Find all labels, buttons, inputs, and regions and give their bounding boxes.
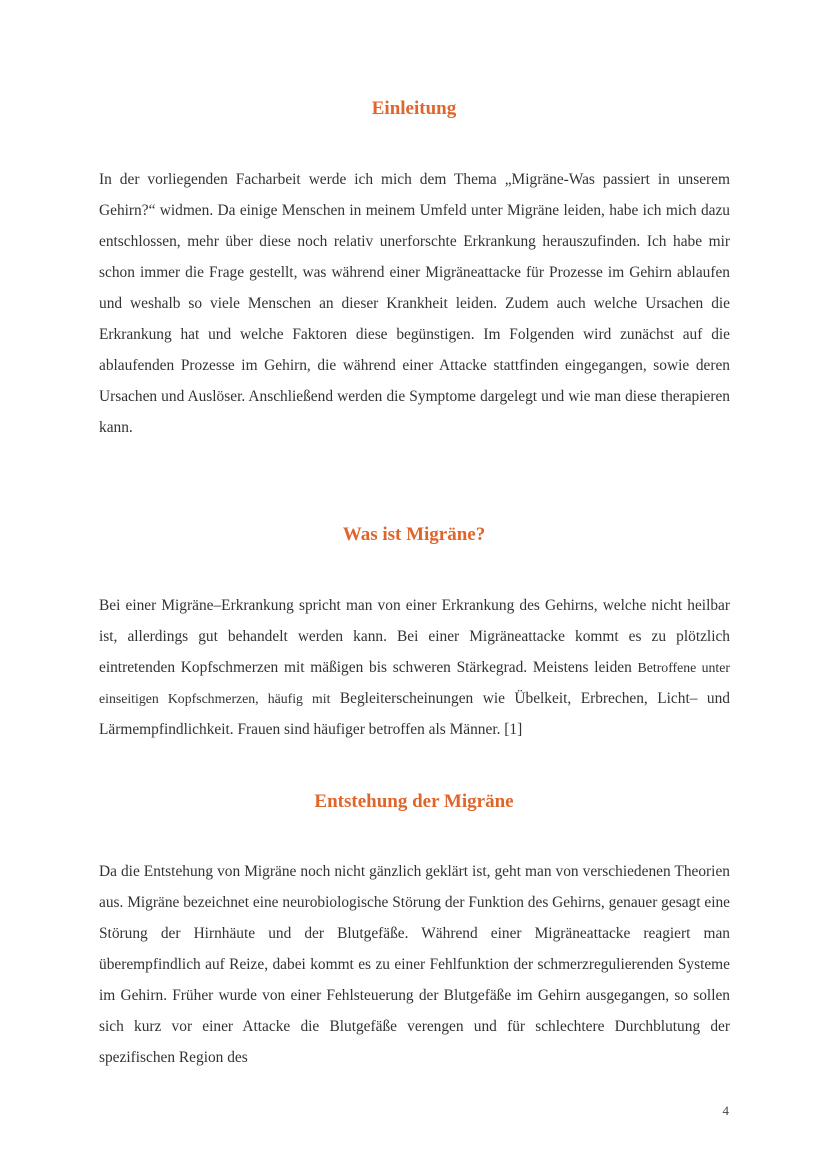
section-heading-entstehung: Entstehung der Migräne — [314, 791, 514, 812]
paragraph-entstehung: Da die Entstehung von Migräne noch nicht gänzlich geklärt ist, geht man von verschiedenen Theorien aus. Migräne bezeichnet eine neurobiologische Störung der Funktion des Gehirns, genauer gesagt eine Störung der Hirnhäute und der Blutgefäße. Während einer Migräneattacke reagiert man überempfindlich auf Reize, dabei kommt es zu einer Fehlfunktion der schmerzregulierenden Systeme im Gehirn. Früher wurde von einer Fehlsteuerung der Blutgefäße im Gehirn ausgegangen, so sollen sich kurz vor einer Attacke die Blutgefäße verengen und für schlechtere Durchblutung der spezifischen Region des — [99, 863, 730, 1066]
paragraph-was-ist-migraene — [99, 590, 730, 745]
paragraph-text: Bei einer Migräne–Erkrankung spricht man von einer Erkrankung des Gehirns, welche nicht heilbar ist, allerdings gut behandelt werden kann. Bei einer Migräneattacke kommt es zu plötzlich eintretenden Kopfschmerzen mit mäßigen bis schweren Stärkegrad. Meistens leiden — [99, 597, 730, 676]
paragraph-text: Begleiterscheinungen wie Übelkeit, Erbrechen, Licht– und Lärmempfindlichkeit. Frauen sind häufiger betroffen als Männer. [1] — [99, 690, 730, 738]
paragraph-einleitung: In der vorliegenden Facharbeit werde ich mich dem Thema „Migräne-Was passiert in unserem Gehirn?“ widmen. Da einige Menschen in meinem Umfeld unter Migräne leiden, habe ich mich dazu entschlossen, mehr über diese noch relativ unerforschte Erkrankung herauszufinden. Ich habe mir schon immer die Frage gestellt, was während einer Migräneattacke für Prozesse im Gehirn ablaufen und weshalb so viele Menschen an dieser Krankheit leiden. Zudem auch welche Ursachen die Erkrankung hat und welche Faktoren diese begünstigen. Im Folgenden wird zunächst auf die ablaufenden Prozesse im Gehirn, die während einer Attacke stattfinden eingegangen, sowie deren Ursachen und Auslöser. Anschließend werden die Symptome dargelegt und wie man diese therapieren kann. — [99, 171, 730, 436]
page-number: 4 — [722, 1103, 729, 1118]
section-heading-was-ist-migraene: Was ist Migräne? — [342, 524, 486, 545]
paragraph-text-small: Betroffene unter einseitigen Kopfschmerzen, häufig mit — [99, 660, 730, 706]
section-heading-einleitung: Einleitung — [371, 98, 457, 119]
